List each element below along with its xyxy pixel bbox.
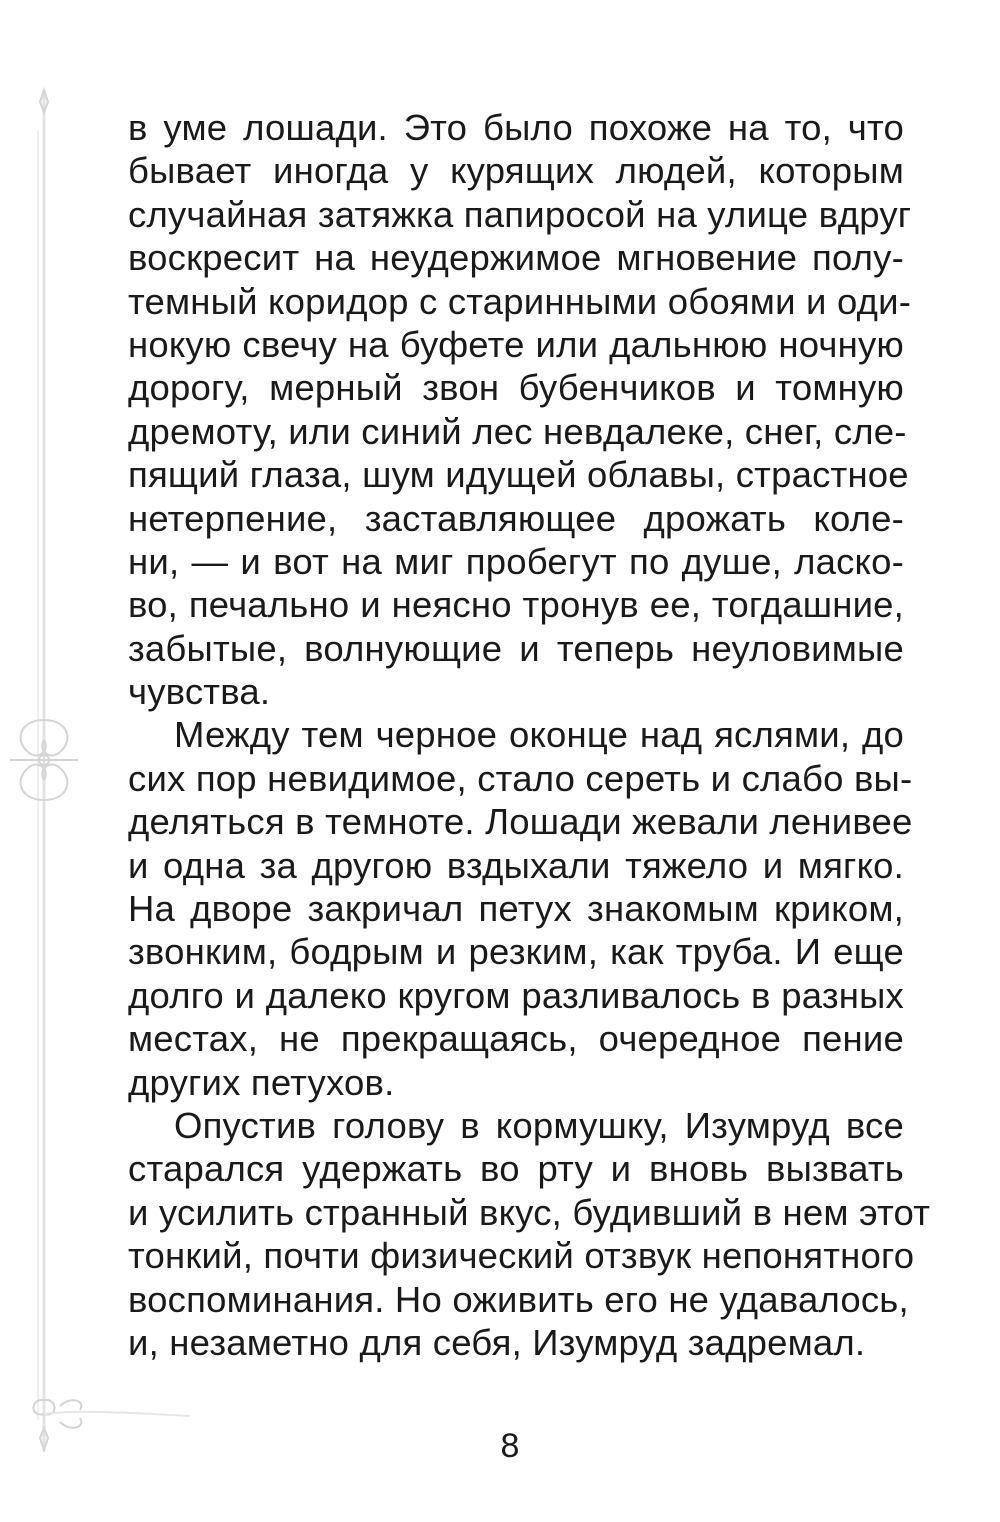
text-line: забытые, волнующие и теперь неуловимые bbox=[128, 627, 904, 669]
text-line: Между тем черное оконце над яслями, до bbox=[174, 714, 904, 756]
text-line: других петухов. bbox=[128, 1061, 395, 1103]
text-line: деляться в темноте. Лошади жевали ленивее bbox=[128, 801, 913, 843]
text-line: чувства. bbox=[128, 671, 271, 713]
text-line: и усилить странный вкус, будивший в нем этот bbox=[128, 1191, 931, 1233]
text-line: в уме лошади. Это было похоже на то, что bbox=[128, 107, 904, 148]
text-line: нетерпение, заставляющее дрожать коле- bbox=[128, 497, 904, 539]
text-line: дремоту, или синий лес невдалеке, снег, сле- bbox=[128, 410, 907, 452]
text-line: местах, не прекращаясь, очередное пение bbox=[128, 1018, 904, 1060]
text-line: долго и далеко кругом разливалось в разных bbox=[128, 974, 904, 1016]
text-line: воспоминания. Но оживить его не удавалось, bbox=[128, 1278, 909, 1320]
paragraph-2 bbox=[128, 713, 913, 1104]
text-line: темный коридор с старинными обоями и оди- bbox=[128, 280, 912, 322]
text-line: бывает иногда у курящих людей, которым bbox=[128, 150, 904, 192]
text-line: пящий глаза, шум идущей облавы, страстное bbox=[128, 454, 909, 496]
paragraph-3 bbox=[128, 1104, 931, 1364]
page-number: 8 bbox=[500, 1427, 520, 1465]
text-line: сих пор невидимое, стало сереть и слабо вы- bbox=[128, 757, 913, 799]
paragraph-1 bbox=[128, 106, 912, 713]
text-line: во, печально и неясно тронув ее, тогдашние, bbox=[128, 584, 904, 626]
text-line: дорогу, мерный звон бубенчиков и томную bbox=[128, 367, 904, 409]
text-line: и, незаметно для себя, Изумруд задремал. bbox=[128, 1321, 866, 1363]
text-line: случайная затяжка папиросой на улице вдруг bbox=[128, 193, 912, 235]
text-line: тонкий, почти физический отзвук непонятного bbox=[128, 1235, 915, 1277]
text-block bbox=[128, 106, 931, 1364]
text-line: воскресит на неудержимое мгновение полу- bbox=[128, 237, 904, 279]
text-line: ни, — и вот на миг пробегут по душе, ласко- bbox=[128, 540, 904, 582]
text-line: Опустив голову в кормушку, Изумруд все bbox=[174, 1104, 904, 1146]
text-line: нокую свечу на буфете или дальнюю ночную bbox=[128, 323, 904, 365]
text-line: старался удержать во рту и вновь вызвать bbox=[128, 1148, 904, 1190]
text-line: звонким, бодрым и резким, как труба. И еще bbox=[128, 931, 904, 973]
text-line: На дворе закричал петух знакомым криком, bbox=[128, 888, 904, 930]
text-line: и одна за другою вздыхали тяжело и мягко. bbox=[128, 844, 904, 886]
